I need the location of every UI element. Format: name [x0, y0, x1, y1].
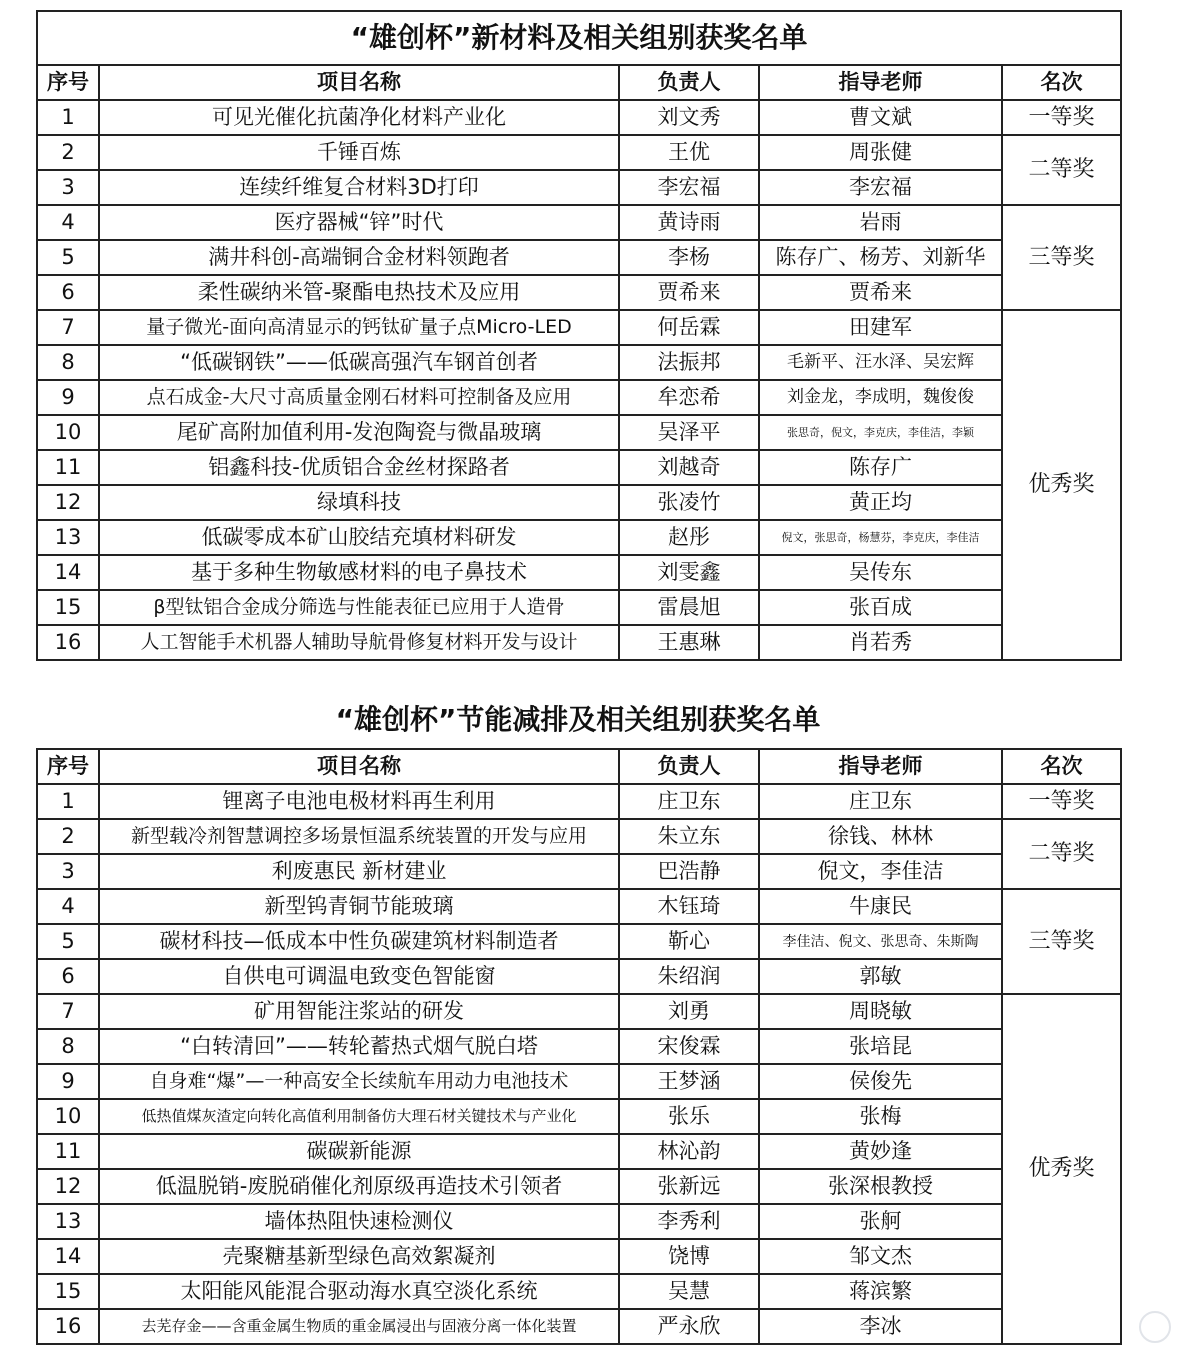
row-advisor: 周张健 [759, 135, 1002, 170]
row-no: 10 [37, 415, 99, 450]
table-header-row [37, 65, 1121, 100]
row-leader: 贾希来 [619, 275, 759, 310]
row-advisor: 邹文杰 [759, 1239, 1002, 1274]
table-row [37, 924, 1121, 959]
row-leader: 刘勇 [619, 994, 759, 1029]
rank-cell: 优秀奖 [1002, 994, 1121, 1344]
row-leader: 刘越奇 [619, 450, 759, 485]
row-project: 人工智能手术机器人辅助导航骨修复材料开发与设计 [99, 625, 619, 660]
row-leader: 牟恋希 [619, 380, 759, 415]
row-advisor: 庄卫东 [759, 784, 1002, 819]
table-row [37, 520, 1121, 555]
row-project: 连续纤维复合材料3D打印 [99, 170, 619, 205]
row-advisor: 陈存广、杨芳、刘新华 [759, 240, 1002, 275]
row-leader: 何岳霖 [619, 310, 759, 345]
row-project: 尾矿高附加值利用-发泡陶瓷与微晶玻璃 [99, 415, 619, 450]
row-no: 1 [37, 100, 99, 135]
table-row [37, 1134, 1121, 1169]
row-leader: 庄卫东 [619, 784, 759, 819]
header-no: 序号 [37, 749, 99, 784]
rank-cell: 三等奖 [1002, 205, 1121, 310]
row-advisor: 牛康民 [759, 889, 1002, 924]
row-leader: 王梦涵 [619, 1064, 759, 1099]
row-advisor: 张百成 [759, 590, 1002, 625]
row-leader: 饶博 [619, 1239, 759, 1274]
row-project: 自身难“爆”—一种高安全长续航车用动力电池技术 [99, 1064, 619, 1099]
row-advisor: 张思奇，倪文，李克庆，李佳洁，李颖 [759, 415, 1002, 450]
header-leader: 负责人 [619, 749, 759, 784]
row-no: 3 [37, 854, 99, 889]
row-project: 基于多种生物敏感材料的电子鼻技术 [99, 555, 619, 590]
row-project: 利废惠民 新材建业 [99, 854, 619, 889]
table-row [37, 240, 1121, 275]
row-leader: 李杨 [619, 240, 759, 275]
table-row [37, 590, 1121, 625]
row-advisor: 侯俊先 [759, 1064, 1002, 1099]
row-advisor: 刘金龙，李成明，魏俊俊 [759, 380, 1002, 415]
table-row [37, 1204, 1121, 1239]
header-leader: 负责人 [619, 65, 759, 100]
row-no: 1 [37, 784, 99, 819]
row-project: 碳碳新能源 [99, 1134, 619, 1169]
table-row [37, 310, 1121, 345]
table-row [37, 275, 1121, 310]
table-row [37, 819, 1121, 854]
award-table-energy-saving [36, 748, 1122, 1345]
row-project: 墙体热阻快速检测仪 [99, 1204, 619, 1239]
rank-cell: 三等奖 [1002, 889, 1121, 994]
row-leader: 宋俊霖 [619, 1029, 759, 1064]
header-advisor: 指导老师 [759, 65, 1002, 100]
row-no: 13 [37, 520, 99, 555]
row-project: 自供电可调温电致变色智能窗 [99, 959, 619, 994]
row-leader: 刘文秀 [619, 100, 759, 135]
row-advisor: 张舸 [759, 1204, 1002, 1239]
row-project: 低碳零成本矿山胶结充填材料研发 [99, 520, 619, 555]
row-no: 8 [37, 345, 99, 380]
table-title: “雄创杯”节能减排及相关组别获奖名单 [335, 703, 821, 736]
rank-cell: 一等奖 [1002, 100, 1121, 135]
row-project: 可见光催化抗菌净化材料产业化 [99, 100, 619, 135]
table-row [37, 485, 1121, 520]
row-leader: 李宏福 [619, 170, 759, 205]
table-row [37, 205, 1121, 240]
table-row [37, 1239, 1121, 1274]
table-row [37, 555, 1121, 590]
row-advisor: 岩雨 [759, 205, 1002, 240]
row-project: 新型载冷剂智慧调控多场景恒温系统装置的开发与应用 [99, 819, 619, 854]
table-title: “雄创杯”新材料及相关组别获奖名单 [37, 11, 1121, 65]
row-project: 低温脱销-废脱硝催化剂原级再造技术引领者 [99, 1169, 619, 1204]
row-no: 5 [37, 924, 99, 959]
row-no: 15 [37, 590, 99, 625]
header-rank: 名次 [1002, 749, 1121, 784]
row-no: 10 [37, 1099, 99, 1134]
row-no: 14 [37, 1239, 99, 1274]
row-advisor: 蒋滨繁 [759, 1274, 1002, 1309]
row-no: 4 [37, 205, 99, 240]
table-row [37, 415, 1121, 450]
row-no: 4 [37, 889, 99, 924]
row-advisor: 倪文，张思奇，杨慧芬，李克庆，李佳洁 [759, 520, 1002, 555]
row-no: 11 [37, 1134, 99, 1169]
row-leader: 王惠琳 [619, 625, 759, 660]
row-leader: 张乐 [619, 1099, 759, 1134]
row-project: “白转清回”——转轮蓄热式烟气脱白塔 [99, 1029, 619, 1064]
table-row [37, 784, 1121, 819]
table-header-row [37, 749, 1121, 784]
table-row [37, 345, 1121, 380]
row-advisor: 吴传东 [759, 555, 1002, 590]
row-project: 低热值煤灰渣定向转化高值利用制备仿大理石材关键技术与产业化 [99, 1099, 619, 1134]
table-row [37, 1169, 1121, 1204]
table-row [37, 1274, 1121, 1309]
row-project: 矿用智能注浆站的研发 [99, 994, 619, 1029]
row-project: 柔性碳纳米管-聚酯电热技术及应用 [99, 275, 619, 310]
table-row [37, 380, 1121, 415]
row-no: 2 [37, 135, 99, 170]
row-no: 15 [37, 1274, 99, 1309]
row-leader: 法振邦 [619, 345, 759, 380]
row-leader: 张新远 [619, 1169, 759, 1204]
row-no: 8 [37, 1029, 99, 1064]
row-project: 碳材科技—低成本中性负碳建筑材料制造者 [99, 924, 619, 959]
row-leader: 吴泽平 [619, 415, 759, 450]
row-no: 6 [37, 275, 99, 310]
row-project: 绿填科技 [99, 485, 619, 520]
rank-cell: 优秀奖 [1002, 310, 1121, 660]
rank-cell: 二等奖 [1002, 819, 1121, 889]
row-no: 3 [37, 170, 99, 205]
row-advisor: 黄妙逢 [759, 1134, 1002, 1169]
row-advisor: 郭敏 [759, 959, 1002, 994]
header-advisor: 指导老师 [759, 749, 1002, 784]
row-advisor: 曹文斌 [759, 100, 1002, 135]
header-rank: 名次 [1002, 65, 1121, 100]
row-leader: 李秀利 [619, 1204, 759, 1239]
row-project: 量子微光-面向高清显示的钙钛矿量子点Micro-LED [99, 310, 619, 345]
row-leader: 朱绍润 [619, 959, 759, 994]
row-no: 9 [37, 1064, 99, 1099]
row-no: 16 [37, 625, 99, 660]
row-leader: 赵彤 [619, 520, 759, 555]
table-row [37, 625, 1121, 660]
row-advisor: 陈存广 [759, 450, 1002, 485]
table-row [37, 450, 1121, 485]
row-project: 锂离子电池电极材料再生利用 [99, 784, 619, 819]
row-no: 2 [37, 819, 99, 854]
row-advisor: 张深根教授 [759, 1169, 1002, 1204]
row-no: 11 [37, 450, 99, 485]
header-project: 项目名称 [99, 749, 619, 784]
row-advisor: 李冰 [759, 1309, 1002, 1344]
row-leader: 雷晨旭 [619, 590, 759, 625]
row-leader: 木钰琦 [619, 889, 759, 924]
row-leader: 林沁韵 [619, 1134, 759, 1169]
row-no: 5 [37, 240, 99, 275]
row-advisor: 黄正均 [759, 485, 1002, 520]
table-row [37, 994, 1121, 1029]
row-project: 新型钨青铜节能玻璃 [99, 889, 619, 924]
table-row [37, 170, 1121, 205]
row-no: 7 [37, 994, 99, 1029]
table-row [37, 135, 1121, 170]
row-leader: 吴慧 [619, 1274, 759, 1309]
row-advisor: 李宏福 [759, 170, 1002, 205]
watermark-seal-icon [1139, 1311, 1171, 1343]
row-project: 太阳能风能混合驱动海水真空淡化系统 [99, 1274, 619, 1309]
row-no: 12 [37, 1169, 99, 1204]
table-row [37, 854, 1121, 889]
row-leader: 王优 [619, 135, 759, 170]
row-advisor: 周晓敏 [759, 994, 1002, 1029]
row-project: 壳聚糖基新型绿色高效絮凝剂 [99, 1239, 619, 1274]
row-advisor: 倪文，李佳洁 [759, 854, 1002, 889]
row-project: 去芜存金——含重金属生物质的重金属浸出与固液分离一体化装置 [99, 1309, 619, 1344]
row-no: 13 [37, 1204, 99, 1239]
table-row [37, 1099, 1121, 1134]
row-no: 9 [37, 380, 99, 415]
row-no: 16 [37, 1309, 99, 1344]
row-project: 铝鑫科技-优质铝合金丝材探路者 [99, 450, 619, 485]
table-row [37, 889, 1121, 924]
table-row [37, 1309, 1121, 1344]
row-advisor: 徐钱、林林 [759, 819, 1002, 854]
row-advisor: 肖若秀 [759, 625, 1002, 660]
header-project: 项目名称 [99, 65, 619, 100]
row-advisor: 张梅 [759, 1099, 1002, 1134]
row-leader: 张凌竹 [619, 485, 759, 520]
row-no: 14 [37, 555, 99, 590]
row-advisor: 李佳洁、倪文、张思奇、朱斯陶 [759, 924, 1002, 959]
award-table-new-materials [36, 10, 1122, 661]
table-row [37, 100, 1121, 135]
row-leader: 刘雯鑫 [619, 555, 759, 590]
row-advisor: 张培昆 [759, 1029, 1002, 1064]
row-project: “低碳钢铁”——低碳高强汽车钢首创者 [99, 345, 619, 380]
row-advisor: 贾希来 [759, 275, 1002, 310]
row-project: 千锤百炼 [99, 135, 619, 170]
row-advisor: 田建军 [759, 310, 1002, 345]
row-project: 医疗器械“锌”时代 [99, 205, 619, 240]
row-no: 6 [37, 959, 99, 994]
table-row [37, 1029, 1121, 1064]
row-no: 7 [37, 310, 99, 345]
row-project: 点石成金-大尺寸高质量金刚石材料可控制备及应用 [99, 380, 619, 415]
row-leader: 朱立东 [619, 819, 759, 854]
rank-cell: 一等奖 [1002, 784, 1121, 819]
rank-cell: 二等奖 [1002, 135, 1121, 205]
table-row [37, 1064, 1121, 1099]
row-leader: 黄诗雨 [619, 205, 759, 240]
row-advisor: 毛新平、汪水泽、吴宏辉 [759, 345, 1002, 380]
row-project: 满井科创-高端铜合金材料领跑者 [99, 240, 619, 275]
watermark-logo [1027, 1309, 1177, 1345]
row-leader: 巴浩静 [619, 854, 759, 889]
row-no: 12 [37, 485, 99, 520]
header-no: 序号 [37, 65, 99, 100]
table-row [37, 959, 1121, 994]
row-project: β型钛铝合金成分筛选与性能表征已应用于人造骨 [99, 590, 619, 625]
row-leader: 严永欣 [619, 1309, 759, 1344]
row-leader: 靳心 [619, 924, 759, 959]
